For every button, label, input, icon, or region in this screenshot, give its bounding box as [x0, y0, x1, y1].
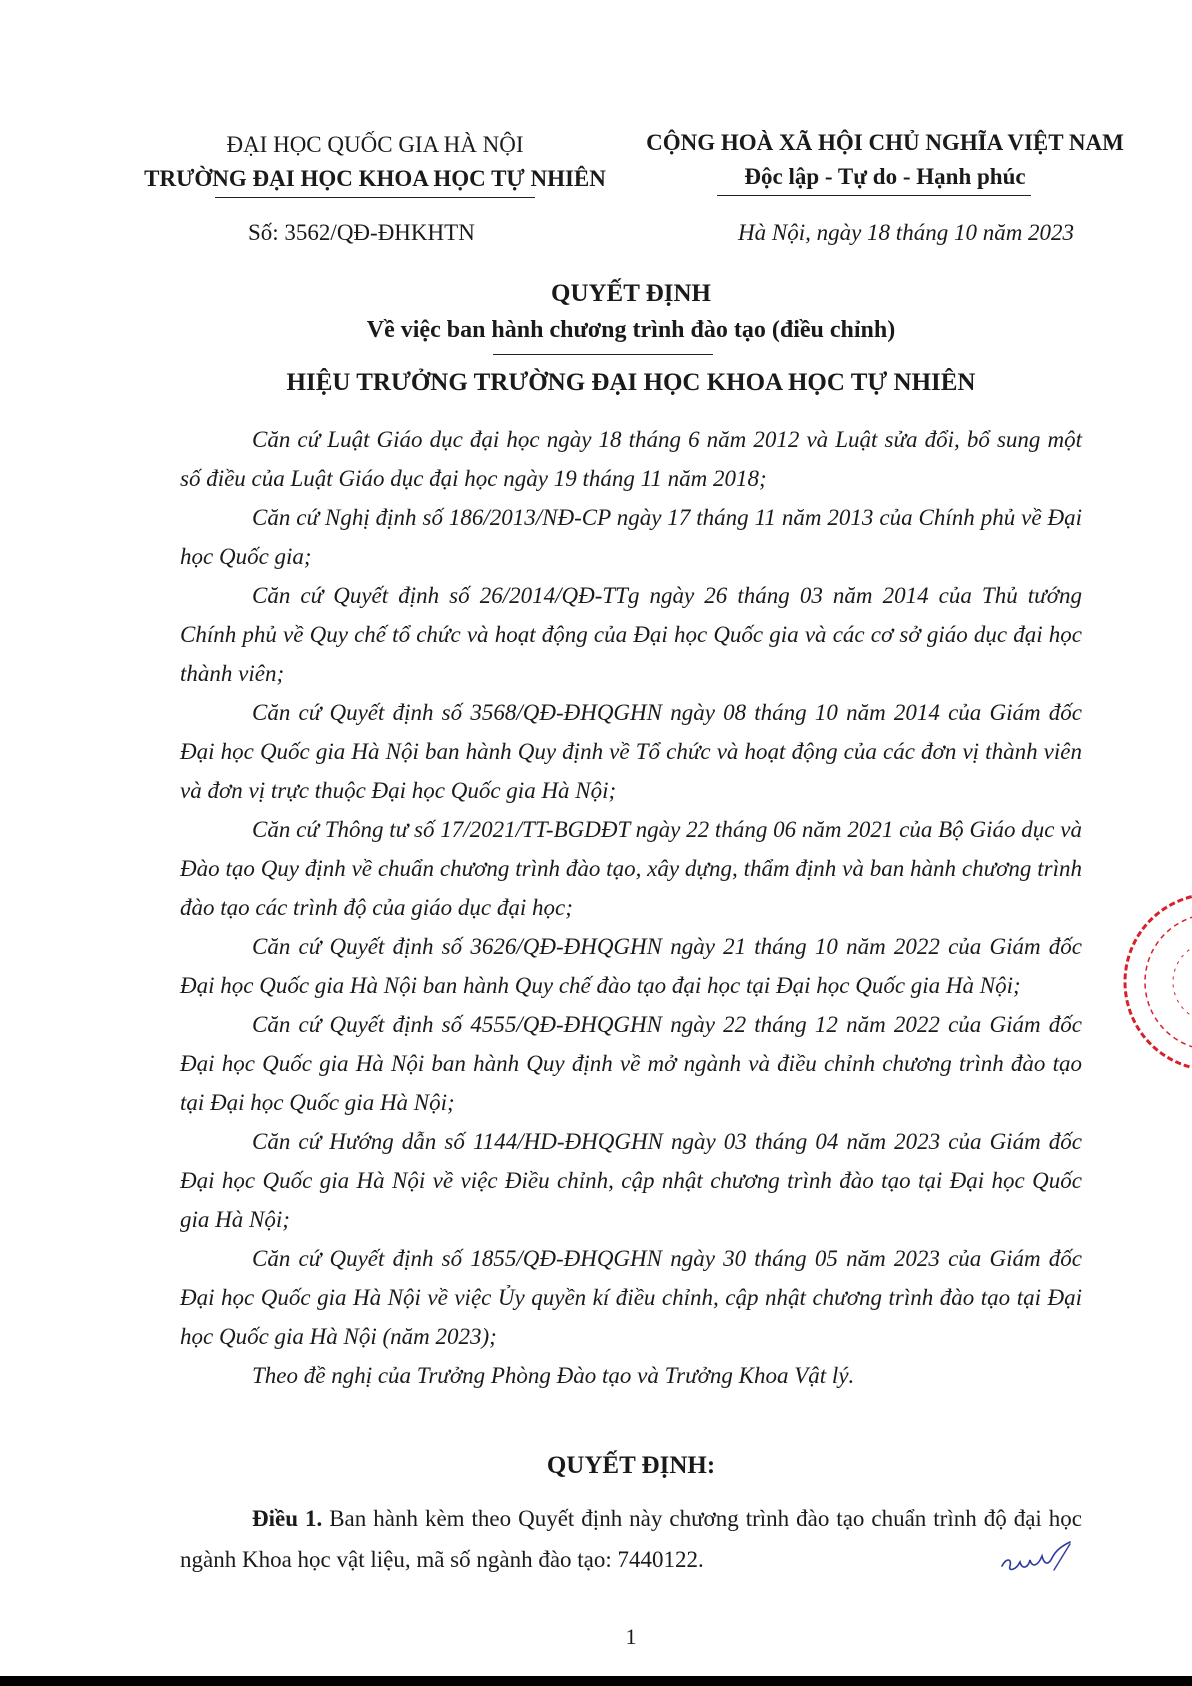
national-title: CỘNG HOÀ XÃ HỘI CHỦ NGHĨA VIỆT NAM — [646, 130, 1124, 155]
legal-basis-item: Căn cứ Quyết định số 26/2014/QĐ-TTg ngày 26 tháng 03 năm 2014 của Thủ tướng Chính phủ về Quy chế tổ chức và hoạt động của Đại học Quốc gia và các cơ sở giáo dục đại học thành viên; — [180, 583, 1082, 686]
legal-basis-item: Căn cứ Luật Giáo dục đại học ngày 18 tháng 6 năm 2012 và Luật sửa đổi, bổ sung một số điều của Luật Giáo dục đại học ngày 19 tháng 11 năm 2018; — [180, 427, 1082, 491]
national-motto: Độc lập - Tự do - Hạnh phúc — [744, 164, 1026, 189]
legal-basis-item: Căn cứ Quyết định số 4555/QĐ-ĐHQGHN ngày 22 tháng 12 năm 2022 của Giám đốc Đại học Quốc gia Hà Nội ban hành Quy định về mở ngành và điều chỉnh chương trình đào tạo tại Đại học Quốc gia Hà Nội; — [180, 1012, 1082, 1115]
issuer-line-1: ĐẠI HỌC QUỐC GIA HÀ NỘI — [226, 132, 524, 157]
authority-heading: HIỆU TRƯỞNG TRƯỜNG ĐẠI HỌC KHOA HỌC TỰ NHIÊN — [286, 369, 976, 396]
article-1-label: Điều 1. — [252, 1506, 323, 1531]
handwritten-initials — [998, 1540, 1078, 1580]
article-1-text: Ban hành kèm theo Quyết định này chương trình đào tạo chuẩn trình độ đại học ngành Khoa học vật liệu, mã số ngành đào tạo: 7440122. — [180, 1506, 1082, 1572]
decision-heading: QUYẾT ĐỊNH: — [546, 1452, 716, 1479]
motto-underline — [717, 195, 1031, 196]
legal-basis-item: Căn cứ Thông tư số 17/2021/TT-BGDĐT ngày 22 tháng 06 năm 2021 của Bộ Giáo dục và Đào tạo Quy định về chuẩn chương trình đào tạo, xây dựng, thẩm định và ban hành chương trình đào tạo các trình độ của giáo dục đại học; — [180, 817, 1082, 920]
legal-basis-item: Căn cứ Quyết định số 3626/QĐ-ĐHQGHN ngày 21 tháng 10 năm 2022 của Giám đốc Đại học Quốc gia Hà Nội ban hành Quy chế đào tạo đại học tại Đại học Quốc gia Hà Nội; — [180, 934, 1082, 998]
issuer-header — [120, 128, 630, 198]
document-date: Hà Nội, ngày 18 tháng 10 năm 2023 — [738, 220, 1075, 245]
issuer-line-2: TRƯỜNG ĐẠI HỌC KHOA HỌC TỰ NHIÊN — [144, 166, 606, 191]
page-number: 1 — [625, 1624, 637, 1649]
legal-basis-item: Theo đề nghị của Trưởng Phòng Đào tạo và Trưởng Khoa Vật lý. — [252, 1363, 855, 1388]
subtitle-underline — [493, 354, 713, 355]
legal-bases — [180, 420, 1082, 1395]
document-subtitle: Về việc ban hành chương trình đào tạo (điều chỉnh) — [366, 317, 896, 343]
legal-basis-item: Căn cứ Quyết định số 1855/QĐ-ĐHQGHN ngày 30 tháng 05 năm 2023 của Giám đốc Đại học Quốc gia Hà Nội về việc Ủy quyền kí điều chỉnh, cập nhật chương trình đào tạo tại Đại học Quốc gia Hà Nội (năm 2023); — [180, 1246, 1082, 1349]
red-seal-fragment — [1118, 892, 1192, 1072]
article-1 — [180, 1498, 1082, 1580]
document-number: Số: 3562/QĐ-ĐHKHTN — [248, 220, 475, 245]
legal-basis-item: Căn cứ Quyết định số 3568/QĐ-ĐHQGHN ngày 08 tháng 10 năm 2014 của Giám đốc Đại học Quốc gia Hà Nội ban hành Quy định về Tổ chức và hoạt động của các đơn vị thành viên và đơn vị trực thuộc Đại học Quốc gia Hà Nội; — [180, 700, 1082, 803]
national-header — [615, 126, 1155, 196]
document-title: QUYẾT ĐỊNH — [551, 280, 711, 307]
legal-basis-item: Căn cứ Nghị định số 186/2013/NĐ-CP ngày 17 tháng 11 năm 2013 của Chính phủ về Đại học Quốc gia; — [180, 505, 1082, 569]
scan-edge-bar — [0, 1676, 1192, 1686]
issuer-underline — [215, 197, 535, 198]
legal-basis-item: Căn cứ Hướng dẫn số 1144/HD-ĐHQGHN ngày 03 tháng 04 năm 2023 của Giám đốc Đại học Quốc gia Hà Nội về việc Điều chỉnh, cập nhật chương trình đào tạo tại Đại học Quốc gia Hà Nội; — [180, 1129, 1082, 1232]
